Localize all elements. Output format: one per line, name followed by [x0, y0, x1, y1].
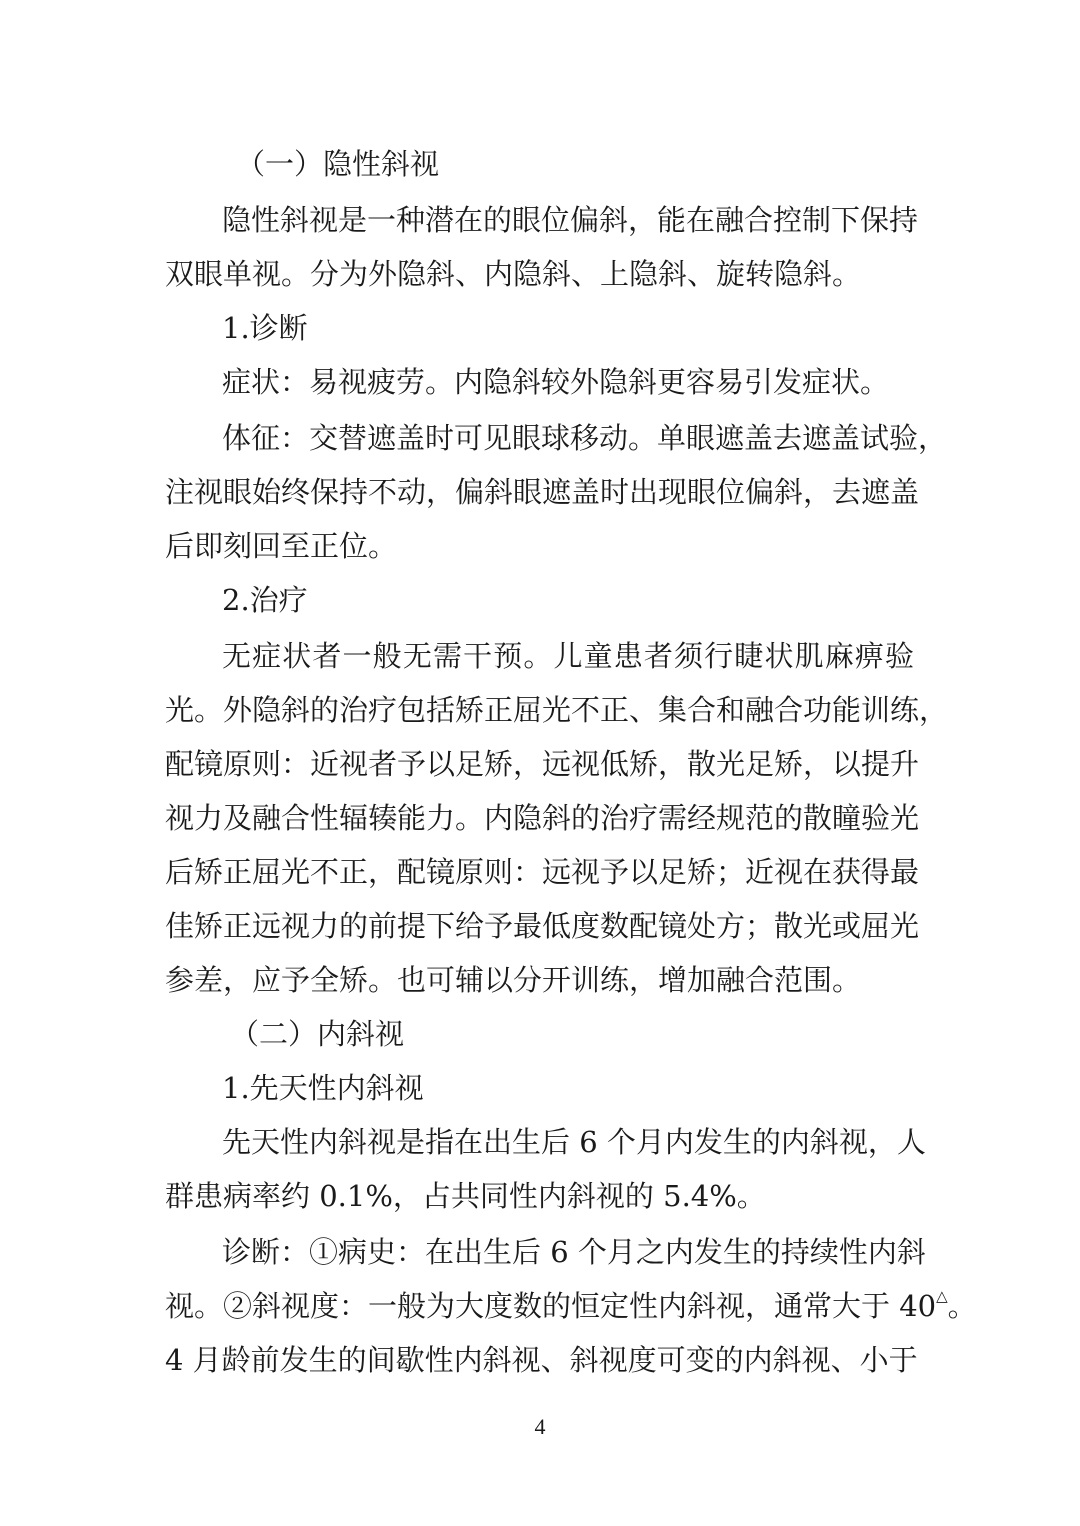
paragraph-line: 隐性斜视是一种潜在的眼位偏斜，能在融合控制下保持 [222, 203, 919, 237]
paragraph-line: 无症状者一般无需干预。儿童患者须行睫状肌麻痹验 [222, 639, 914, 673]
paragraph-line: 双眼单视。分为外隐斜、内隐斜、上隐斜、旋转隐斜。 [165, 257, 862, 291]
paragraph-line: 群患病率约 0.1%，占共同性内斜视的 5.4%。 [165, 1179, 766, 1213]
paragraph-punctuation: 。 [947, 1289, 977, 1323]
paragraph-line: 后矫正屈光不正，配镜原则：远视予以足矫；近视在获得最 [165, 855, 920, 889]
paragraph-line: 4 月龄前发生的间歇性内斜视、斜视度可变的内斜视、小于 [165, 1343, 918, 1377]
section-heading-esotropia: （二）内斜视 [230, 1017, 405, 1051]
paragraph-line: 视力及融合性辐辏能力。内隐斜的治疗需经规范的散瞳验光 [165, 801, 920, 835]
paragraph-line: 体征：交替遮盖时可见眼球移动。单眼遮盖去遮盖试验， [222, 421, 948, 455]
paragraph-line: 参差，应予全矫。也可辅以分开训练，增加融合范围。 [165, 963, 862, 997]
paragraph-line: 光。外隐斜的治疗包括矫正屈光不正、集合和融合功能训练， [165, 693, 949, 727]
page-number: 4 [534, 1414, 546, 1439]
subheading-congenital-esotropia: 1.先天性内斜视 [222, 1071, 424, 1105]
paragraph-line: 后即刻回至正位。 [165, 529, 398, 563]
subheading-diagnosis: 1.诊断 [222, 311, 308, 345]
paragraph-line: 佳矫正远视力的前提下给予最低度数配镜处方；散光或屈光 [165, 909, 920, 943]
paragraph-symptoms: 症状：易视疲劳。内隐斜较外隐斜更容易引发症状。 [222, 365, 890, 399]
prism-diopter-symbol: △ [936, 1287, 948, 1305]
section-heading-latent-strabismus: （一）隐性斜视 [236, 147, 440, 181]
paragraph-line-with-symbol [165, 1286, 977, 1326]
paragraph-line: 先天性内斜视是指在出生后 6 个月内发生的内斜视，人 [222, 1125, 926, 1159]
subheading-treatment: 2.治疗 [222, 583, 308, 617]
paragraph-line: 诊断：①病史：在出生后 6 个月之内发生的持续性内斜 [222, 1235, 926, 1269]
paragraph-line: 注视眼始终保持不动，偏斜眼遮盖时出现眼位偏斜，去遮盖 [165, 475, 920, 509]
paragraph-line: 配镜原则：近视者予以足矫，远视低矫，散光足矫，以提升 [165, 747, 920, 781]
paragraph-text: 视。②斜视度：一般为大度数的恒定性内斜视，通常大于 40 [165, 1289, 937, 1323]
